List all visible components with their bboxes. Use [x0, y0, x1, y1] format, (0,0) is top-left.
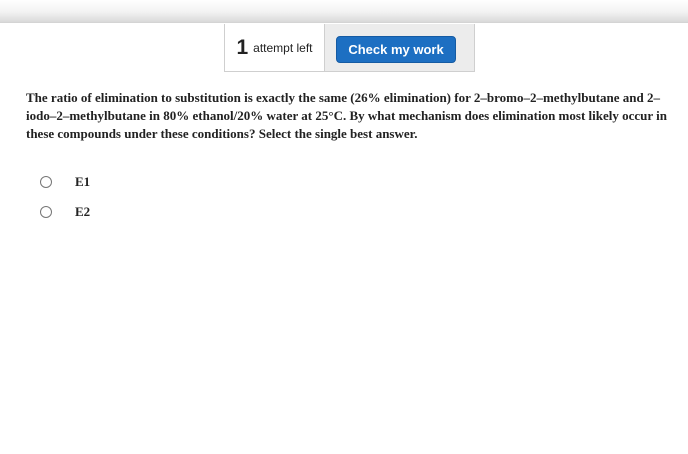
option-label: E2: [75, 204, 91, 219]
attempts-label: attempt left: [253, 40, 313, 55]
question-text: The ratio of elimination to substitution is exactly the same (26% elimination) for 2–bromo–2–methylbutane and 2–iodo–2–methylbutane in 80% ethanol/20% water at 25°C. By what mechanism does elimination most likely occur in these compounds under these conditions? Select the single best answer.: [26, 90, 668, 141]
radio-button[interactable]: [40, 176, 52, 188]
radio-button[interactable]: [40, 206, 52, 218]
answer-option-e1[interactable]: [40, 174, 90, 190]
answer-option-e2[interactable]: [40, 204, 90, 220]
check-my-work-button[interactable]: Check my work: [336, 36, 456, 63]
attempts-count: 1: [236, 35, 249, 59]
check-work-panel: [325, 24, 475, 72]
option-label: E1: [75, 174, 91, 189]
toolbar-divider: [0, 22, 688, 23]
top-toolbar-shadow: [0, 0, 688, 22]
attempts-remaining: [224, 24, 325, 72]
